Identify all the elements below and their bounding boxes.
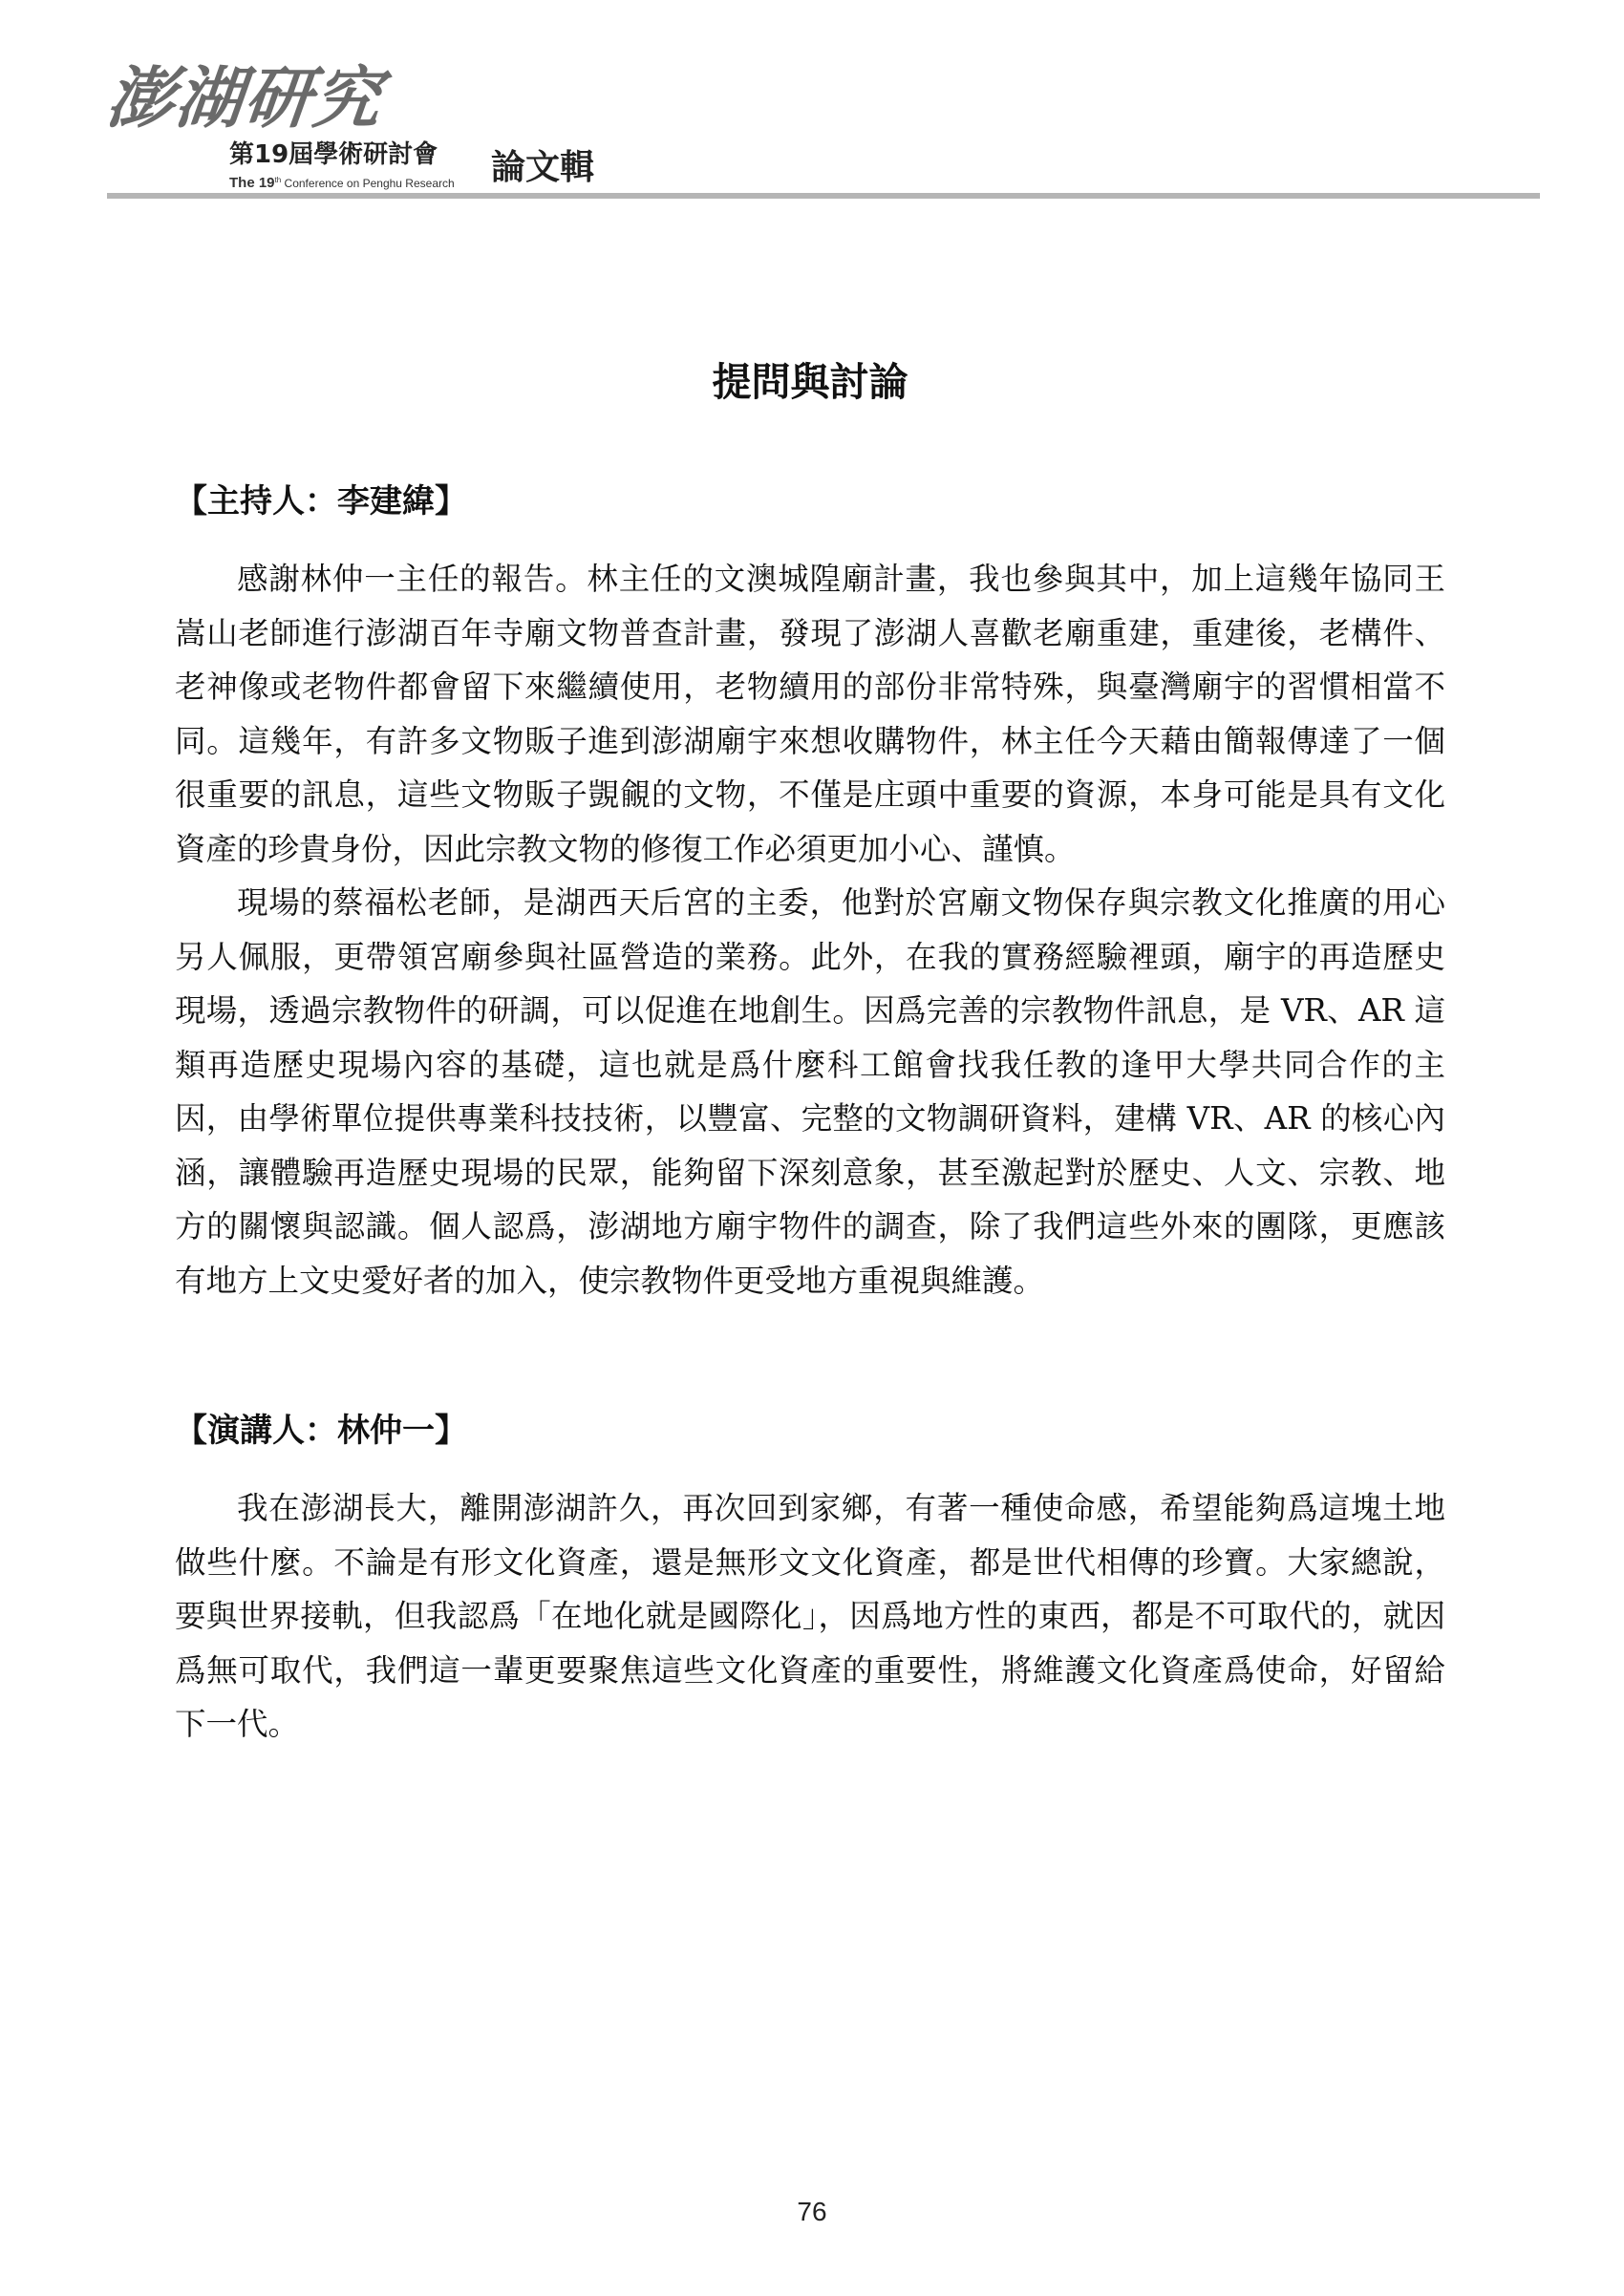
- paragraph: 感謝林仲一主任的報告。林主任的文澳城隍廟計畫，我也參與其中，加上這幾年協同王嵩山老師進行澎湖百年寺廟文物普查計畫，發現了澎湖人喜歡老廟重建，重建後，老構件、老神像或老物件都會留下來繼續使用，老物續用的部份非常特殊，與臺灣廟宇的習慣相當不同。這幾年，有許多文物販子進到澎湖廟宇來想收購物件，林主任今天藉由簡報傳達了一個很重要的訊息，這些文物販子覬覦的文物，不僅是庄頭中重要的資源，本身可能是具有文化資產的珍貴身份，因此宗教文物的修復工作必須更加小心、謹慎。: [175, 561, 1445, 867]
- speaker-heading: 【主持人：李建緯】: [175, 482, 467, 521]
- conference-title: 第19屆學術研討會: [229, 140, 438, 169]
- paragraph: 現場的蔡福松老師，是湖西天后宮的主委，他對於宮廟文物保存與宗教文化推廣的用心另人佩服，更帶領宮廟參與社區營造的業務。此外，在我的實務經驗裡頭，廟宇的再造歷史現場，透過宗教物件的研調，可以促進在地創生。因爲完善的宗教物件訊息，是 VR、AR 這類再造歷史現場內容的基礎，這也就是爲什麼科工館會找我任教的逢甲大學共同合作的主因，由學術單位提供專業科技技術，以豐富、完整的文物調研資料，建構 VR、AR 的核心內涵，讓體驗再造歷史現場的民眾，能夠留下深刻意象，甚至激起對於歷史、人文、宗教、地方的關懷與認識。個人認爲，澎湖地方廟宇物件的調查，除了我們這些外來的團隊，更應該有地方上文史愛好者的加入，使宗教物件更受地方重視與維護。: [175, 884, 1445, 1299]
- conference-en-suffix: Conference on Penghu Research: [284, 177, 455, 190]
- proceedings-label: 論文輯: [491, 148, 595, 187]
- main-content: [175, 353, 1445, 1752]
- section-moderator: [175, 478, 1445, 1307]
- header-divider: [107, 193, 1540, 199]
- section-spacer: [175, 1307, 1445, 1407]
- conference-en-sup: th: [274, 176, 282, 184]
- page-number: 76: [797, 2197, 827, 2226]
- conference-en-prefix: The 19: [229, 175, 275, 191]
- page-header: [102, 55, 1540, 208]
- section-speaker: [175, 1407, 1445, 1752]
- speaker-heading: 【演講人：林仲一】: [175, 1412, 467, 1450]
- page-title: 提問與討論: [712, 359, 908, 405]
- paragraph: 我在澎湖長大，離開澎湖許久，再次回到家鄉，有著一種使命感，希望能夠爲這塊土地做些什麼。不論是有形文化資產，還是無形文文化資產，都是世代相傳的珍寶。大家總說，要與世界接軌，但我認爲「在地化就是國際化」，因爲地方性的東西，都是不可取代的，就因爲無可取代，我們這一輩更要聚焦這些文化資產的重要性，將維護文化資產爲使命，好留給下一代。: [175, 1490, 1445, 1742]
- conference-subtitle-en: [229, 172, 455, 192]
- journal-logo: 澎湖研究: [102, 58, 387, 138]
